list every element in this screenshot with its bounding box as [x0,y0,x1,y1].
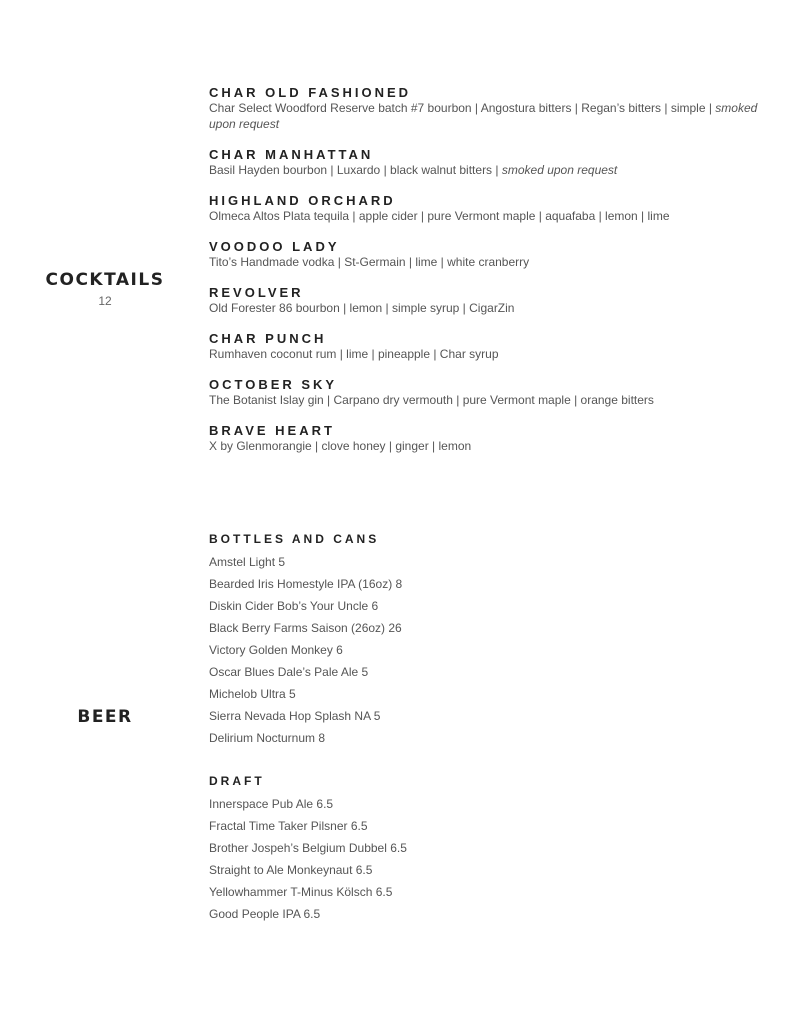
draft-title: DRAFT [209,774,265,788]
cocktail-item [209,285,769,316]
list-item: Fractal Time Taker Pilsner 6.5 [209,819,368,833]
cocktail-item [209,239,769,270]
cocktail-note: smoked upon request [501,163,618,177]
cocktail-item [209,377,769,408]
cocktails-title: COCKTAILS [45,270,165,290]
cocktail-note: smoked upon request [209,101,758,131]
cocktail-item [209,147,769,178]
cocktail-description: Tito’s Handmade vodka | St-Germain | lime | white cranberry [209,255,530,269]
cocktail-name: CHAR OLD FASHIONED [209,85,412,100]
cocktail-name: BRAVE HEART [209,423,335,438]
list-item: Innerspace Pub Ale 6.5 [209,797,334,811]
cocktail-name: CHAR PUNCH [209,331,327,346]
cocktail-item [209,331,769,362]
list-item: Victory Golden Monkey 6 [209,643,343,657]
cocktail-name: REVOLVER [209,285,304,300]
draft-list [209,773,769,925]
cocktail-description: Old Forester 86 bourbon | lemon | simple syrup | CigarZin [209,301,515,315]
list-item: Straight to Ale Monkeynaut 6.5 [209,863,373,877]
cocktails-price: 12 [98,294,112,308]
list-item: Good People IPA 6.5 [209,907,321,921]
beer-section-label [30,707,180,727]
beer-title: BEER [77,707,133,727]
cocktail-description: Olmeca Altos Plata tequila | apple cider | pure Vermont maple | aquafaba | lemon | lime [209,209,670,223]
cocktail-description: Rumhaven coconut rum | lime | pineapple | Char syrup [209,347,499,361]
list-item: Diskin Cider Bob’s Your Uncle 6 [209,599,379,613]
cocktail-name: HIGHLAND ORCHARD [209,193,396,208]
bottles-and-cans-list [209,531,769,749]
list-item: Delirium Nocturnum 8 [209,731,326,745]
list-item: Bearded Iris Homestyle IPA (16oz) 8 [209,577,403,591]
cocktail-item [209,193,769,224]
cocktail-name: CHAR MANHATTAN [209,147,374,162]
list-item: Black Berry Farms Saison (26oz) 26 [209,621,402,635]
cocktail-list [209,85,769,469]
cocktail-item [209,423,769,454]
cocktail-description: Basil Hayden bourbon | Luxardo | black walnut bitters | smoked upon request [209,163,618,177]
cocktail-description: The Botanist Islay gin | Carpano dry vermouth | pure Vermont maple | orange bitters [209,393,654,407]
list-item: Brother Jospeh’s Belgium Dubbel 6.5 [209,841,407,855]
list-item: Oscar Blues Dale’s Pale Ale 5 [209,665,369,679]
list-item: Yellowhammer T-Minus Kölsch 6.5 [209,885,393,899]
list-item: Sierra Nevada Hop Splash NA 5 [209,709,381,723]
cocktail-item [209,85,769,132]
list-item: Michelob Ultra 5 [209,687,296,701]
cocktail-name: OCTOBER SKY [209,377,338,392]
bottles-and-cans-title: BOTTLES AND CANS [209,532,380,546]
cocktails-section-label [30,270,180,308]
cocktail-name: VOODOO LADY [209,239,340,254]
cocktail-description: X by Glenmorangie | clove honey | ginger | lemon [209,439,472,453]
cocktail-description: Char Select Woodford Reserve batch #7 bourbon | Angostura bitters | Regan’s bitters | simple | smoked upon request [209,101,758,131]
list-item: Amstel Light 5 [209,555,286,569]
